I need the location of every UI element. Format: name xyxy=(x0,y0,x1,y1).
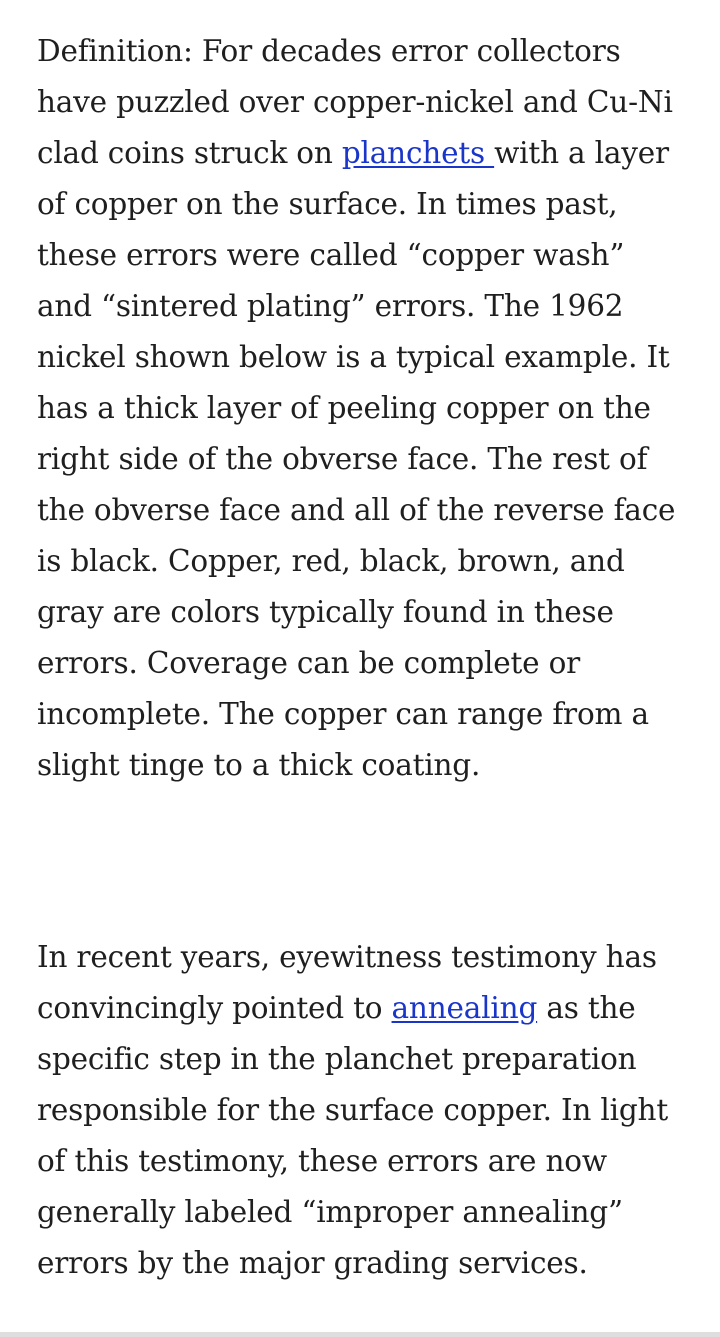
paragraph-definition-text-end: with a layer of copper on the surface. In times past, these errors were called “copper wash” and “sintered plating” errors. The 1962 nickel shown below is a typical example. It has a thick layer of peeling copper on the right side of the obverse face. The rest of the obverse face and all of the reverse face is black. Copper, red, black, brown, and gray are colors typically found in these errors. Coverage can be complete or incomplete. The copper can range from a slight tinge to a thick coating. xyxy=(37,136,676,782)
paragraph-annealing-text-end: as the specific step in the planchet preparation responsible for the surface copper. In light of this testimony, these errors are now generally labeled “improper annealing” errors by the major grading services. xyxy=(37,991,668,1280)
annealing-link[interactable]: annealing xyxy=(391,991,538,1025)
bottom-divider xyxy=(0,1332,720,1337)
planchets-link[interactable]: planchets xyxy=(341,136,495,170)
paragraph-definition xyxy=(37,26,687,791)
paragraph-definition-text-start: Definition: For decades error collectors have puzzled over copper-nickel and Cu-Ni clad coins struck on xyxy=(37,34,673,170)
article-body xyxy=(37,26,687,1289)
paragraph-annealing-text-start: In recent years, eyewitness testimony has convincingly pointed to xyxy=(37,940,657,1025)
image-placeholder-space xyxy=(37,791,687,932)
paragraph-annealing xyxy=(37,932,687,1289)
